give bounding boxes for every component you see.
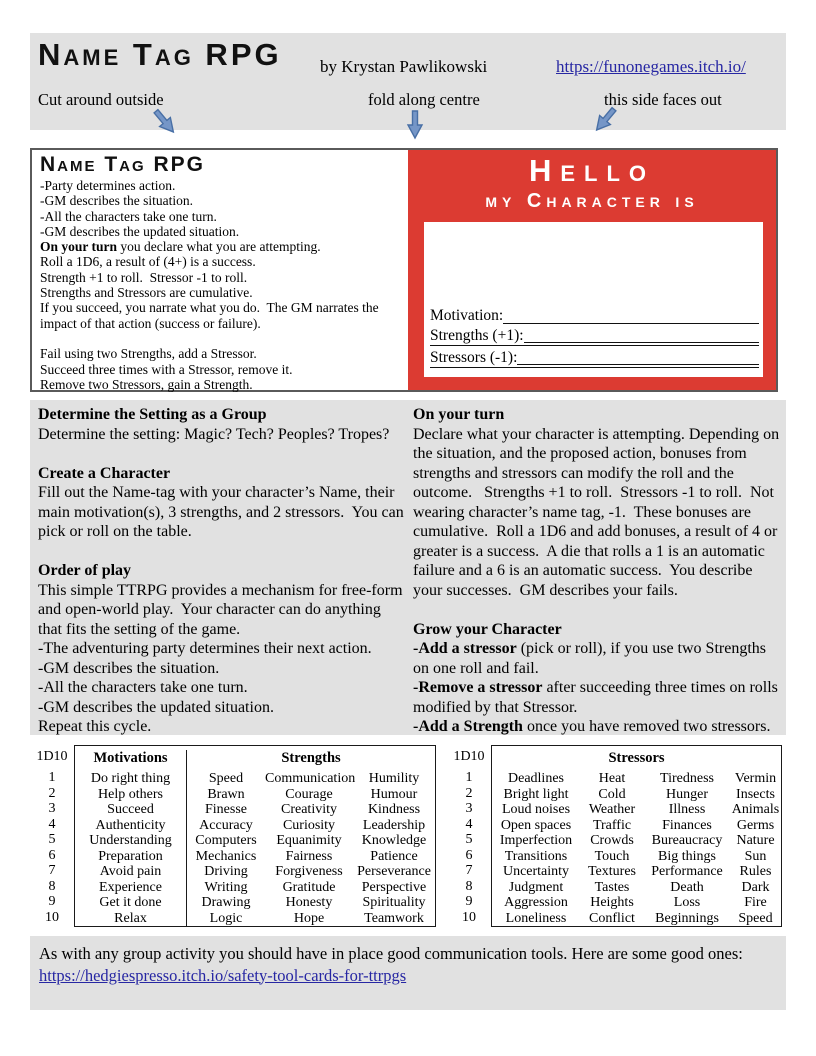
instructions-column-right xyxy=(413,405,784,737)
table-cell: Speed xyxy=(738,910,773,926)
field-label: Motivation: xyxy=(430,307,504,325)
dice-value: 8 xyxy=(465,878,473,894)
table-cell: Relax xyxy=(75,911,187,927)
stressors-header: Stressors xyxy=(608,750,665,766)
table-cell: Hunger xyxy=(666,786,708,802)
table-cell: Textures xyxy=(587,864,636,879)
table-cell: Big things xyxy=(658,848,716,864)
name-tag-field xyxy=(430,367,759,370)
dice-header: 1D10 xyxy=(453,749,485,764)
table-cell: Dark xyxy=(741,879,770,895)
table-cell: Nature xyxy=(736,833,775,848)
rules-section xyxy=(38,405,404,444)
tag-fields xyxy=(430,306,759,370)
dice-header: 1D10 xyxy=(36,749,68,764)
roll-tables xyxy=(35,745,782,927)
table-cell: Do right thing xyxy=(75,771,187,787)
section-line: Repeat this cycle. xyxy=(38,718,152,735)
rules-line: Strength +1 to roll. Stressor -1 to roll. xyxy=(40,269,248,285)
dice-value: 7 xyxy=(48,863,56,878)
field-label: Stressors (-1): xyxy=(430,348,518,366)
table-cell: Animals xyxy=(731,802,780,817)
dice-value: 10 xyxy=(45,909,59,925)
rules-line xyxy=(40,331,400,346)
table-cell: Rules xyxy=(739,864,772,879)
motivations-header: Motivations xyxy=(75,750,187,771)
write-line xyxy=(430,367,759,368)
rules-section xyxy=(38,561,407,737)
table-cell: Sun xyxy=(744,848,767,864)
section-line: -GM describes the situation. xyxy=(38,659,220,677)
table-cell: Gratitude xyxy=(282,879,336,895)
table-cell: Open spaces xyxy=(500,817,572,833)
table-cell: Deadlines xyxy=(508,771,564,786)
rules-section xyxy=(413,405,784,600)
motivations-strengths-box xyxy=(74,745,436,927)
table-cell: Get it done xyxy=(75,895,187,911)
table-cell: Weather xyxy=(588,802,636,817)
section-heading: Determine the Setting as a Group xyxy=(38,406,267,423)
table-cell: Cold xyxy=(598,786,626,802)
write-line xyxy=(524,326,759,343)
dice-value: 9 xyxy=(465,894,473,909)
table-cell: Perseverance xyxy=(357,864,431,879)
rules-line: -GM describes the situation. xyxy=(40,193,193,209)
table-cell: Hope xyxy=(293,910,325,926)
section-line: -Add a stressor (pick or roll), if you use two Strengths on one roll and fail. xyxy=(413,640,770,677)
table-cell: Creativity xyxy=(281,802,337,817)
table-cell: Preparation xyxy=(75,849,187,865)
dice-value: 2 xyxy=(48,785,56,801)
funonegames-link[interactable]: https://funonegames.itch.io/ xyxy=(556,57,746,76)
table-cell: Loss xyxy=(673,895,701,910)
table-cell: Communication xyxy=(265,771,356,786)
table-cell: Honesty xyxy=(285,895,333,910)
rules-line: -GM describes the updated situation. xyxy=(40,223,240,239)
table-header-row xyxy=(75,746,435,771)
rules-lines xyxy=(40,178,400,392)
table-cell: Mechanics xyxy=(195,848,257,864)
table-cell: Brawn xyxy=(207,786,245,802)
write-line xyxy=(503,306,759,323)
dice-value: 5 xyxy=(48,832,56,847)
table-cell: Death xyxy=(670,879,704,895)
table-cell: Aggression xyxy=(504,895,568,910)
field-label: Strengths (+1): xyxy=(430,326,524,344)
rules-panel-title: Name Tag RPG xyxy=(40,153,206,176)
table-cell: Succeed xyxy=(75,802,187,818)
table-cell: Conflict xyxy=(589,910,635,926)
page-title: Name Tag RPG xyxy=(38,37,282,72)
rules-line: If you succeed, you narrate what you do. The GM narrates the xyxy=(40,300,379,316)
table-cell: Heat xyxy=(598,771,626,786)
table-cell: Loud noises xyxy=(501,802,571,817)
write-line xyxy=(517,348,759,365)
dice-value: 1 xyxy=(465,770,473,785)
safety-tools-link[interactable]: https://hedgiespresso.itch.io/safety-tool-cards-for-ttrpgs xyxy=(39,965,407,985)
face-instruction: this side faces out xyxy=(604,90,722,109)
table-cell: Accuracy xyxy=(199,817,253,833)
section-line: -GM describes the updated situation. xyxy=(38,698,274,716)
table-cell: Germs xyxy=(736,817,775,833)
table-cell: Vermin xyxy=(734,771,777,786)
table-cell: Judgment xyxy=(508,879,564,895)
fold-instruction: fold along centre xyxy=(368,90,480,109)
table-cell: Speed xyxy=(208,771,244,786)
dice-value: 2 xyxy=(465,785,473,801)
table-cell: Logic xyxy=(209,910,243,926)
table-cell: Drawing xyxy=(201,895,251,910)
dice-value: 7 xyxy=(465,863,473,878)
dice-value: 6 xyxy=(48,847,56,863)
header-band xyxy=(30,33,786,130)
byline: by Krystan Pawlikowski xyxy=(320,57,488,76)
table-cell: Tastes xyxy=(594,879,630,895)
dice-column-right xyxy=(452,745,486,927)
table-cell: Imperfection xyxy=(499,833,573,848)
table-header-row xyxy=(492,746,781,771)
section-line: Declare what your character is attempting. Depending on the situation, and the proposed action, bonuses from strengths and stressors can modify the roll and the outcome. Strengths +1 to roll. Stressors -1 to roll. Not wearing character’s name tag, -1. These bonuses are cumulative. Roll a 1D6 and add bonuses, a result of 4 or greater is a success. A die that rolls a 1 is an automatic failure and a 6 is an automatic success. You describe your successes. GM describes your fails. xyxy=(413,425,784,599)
table-cell: Perspective xyxy=(361,879,427,895)
table-cell: Humour xyxy=(370,786,418,802)
table-cell: Crowds xyxy=(590,833,634,848)
table-cell: Loneliness xyxy=(505,910,567,926)
table-cell: Performance xyxy=(651,864,723,879)
table-cell: Beginnings xyxy=(655,910,719,926)
table-cell: Insects xyxy=(736,786,775,802)
name-tag-field xyxy=(430,306,759,325)
table-cell: Fire xyxy=(744,895,767,910)
name-write-box xyxy=(424,222,763,377)
footer-text: As with any group activity you should have in place good communication tools. Here are some good ones: xyxy=(39,944,743,963)
table-cell: Bright light xyxy=(503,786,569,802)
hello-subtitle: my Character is xyxy=(485,190,699,212)
name-tag-field xyxy=(430,326,759,345)
table-cell: Leadership xyxy=(362,817,426,833)
section-line: This simple TTRPG provides a mechanism for free-form and open-world play. Your character can do anything that fits the setting of the game. xyxy=(38,581,407,638)
dice-value: 6 xyxy=(465,847,473,863)
rules-line: On your turn you declare what you are attempting. xyxy=(40,239,321,255)
table-cell: Transitions xyxy=(504,848,568,864)
stressors-table xyxy=(452,745,782,927)
table-cell: Experience xyxy=(75,880,187,896)
table-cell: Humility xyxy=(368,771,420,786)
section-heading: Create a Character xyxy=(38,464,171,482)
dice-value: 10 xyxy=(462,909,476,925)
motivations-strengths-table xyxy=(35,745,436,927)
rules-line: impact of that action (success or failure). xyxy=(40,315,261,331)
table-cell: Illness xyxy=(668,802,706,817)
section-line: -The adventuring party determines their next action. xyxy=(38,640,372,657)
table-cell: Heights xyxy=(590,895,634,910)
table-cell: Finesse xyxy=(205,802,247,817)
arrow-down-icon xyxy=(402,110,428,140)
section-line: -Remove a stressor after succeeding three times on rolls modified by that Stressor. xyxy=(413,679,782,716)
stressors-box xyxy=(491,745,782,927)
table-cell: Kindness xyxy=(367,802,421,817)
name-tag-field xyxy=(430,348,759,367)
dice-column-left xyxy=(35,745,69,927)
table-cell: Avoid pain xyxy=(75,864,187,880)
table-cell: Help others xyxy=(75,787,187,803)
dice-value: 8 xyxy=(48,878,56,894)
dice-value: 3 xyxy=(48,801,56,816)
section-line: -All the characters take one turn. xyxy=(38,679,248,696)
table-cell: Driving xyxy=(204,864,248,879)
table-cell: Writing xyxy=(204,879,248,895)
rules-line: Succeed three times with a Stressor, remove it. xyxy=(40,361,293,377)
hello-text: Hello xyxy=(528,153,656,188)
section-heading: Grow your Character xyxy=(413,620,562,638)
rules-line: Roll a 1D6, a result of (4+) is a success. xyxy=(40,254,256,270)
footer-band xyxy=(30,936,786,1010)
rules-line: -All the characters take one turn. xyxy=(40,208,217,224)
table-cell: Curiosity xyxy=(282,817,336,833)
dice-value: 4 xyxy=(465,816,473,832)
table-cell: Touch xyxy=(594,848,630,864)
table-cell: Equanimity xyxy=(276,833,342,848)
table-cell: Forgiveness xyxy=(275,864,343,879)
rules-section xyxy=(38,464,408,542)
dice-value: 4 xyxy=(48,816,56,832)
name-tag-card xyxy=(30,148,778,392)
rules-panel xyxy=(32,150,408,390)
table-cell: Bureaucracy xyxy=(651,833,723,848)
table-cell: Understanding xyxy=(75,833,187,849)
dice-value: 9 xyxy=(48,894,56,909)
table-cell: Knowledge xyxy=(361,833,427,848)
section-line: Determine the setting: Magic? Tech? Peoples? Tropes? xyxy=(38,425,390,443)
section-line: Fill out the Name-tag with your character’s Name, their main motivation(s), 3 strengths, and 2 stressors. You can pick or roll on the table. xyxy=(38,484,408,540)
hello-tag-panel xyxy=(408,150,776,390)
cut-instruction: Cut around outside xyxy=(38,90,164,109)
section-heading: On your turn xyxy=(413,406,505,423)
write-line xyxy=(430,345,759,346)
table-cell: Teamwork xyxy=(364,910,424,926)
rules-line: Remove two Stressors, gain a Strength. xyxy=(40,376,253,392)
rules-line: Strengths and Stressors are cumulative. xyxy=(40,285,253,301)
dice-value: 1 xyxy=(48,770,56,785)
rules-line: -Party determines action. xyxy=(40,178,176,193)
dice-value: 5 xyxy=(465,832,473,847)
dice-value: 3 xyxy=(465,801,473,816)
table-cell: Tiredness xyxy=(660,771,714,786)
table-cell: Patience xyxy=(370,848,418,864)
table-cell: Courage xyxy=(285,786,333,802)
table-cell: Fairness xyxy=(285,848,333,864)
strengths-header: Strengths xyxy=(281,750,341,766)
rules-section xyxy=(413,620,781,737)
instructions-band xyxy=(30,400,786,735)
table-cell: Computers xyxy=(195,833,257,848)
section-line: -Add a Strength once you have removed two stressors. xyxy=(413,718,771,735)
rules-line: Fail using two Strengths, add a Stressor. xyxy=(40,346,257,362)
table-cell: Spirituality xyxy=(362,895,426,910)
section-heading: Order of play xyxy=(38,562,132,579)
table-cell: Finances xyxy=(662,817,712,833)
instructions-column-left xyxy=(38,405,408,737)
table-cell: Traffic xyxy=(592,817,632,833)
table-cell: Authenticity xyxy=(75,818,187,834)
table-cell: Uncertainty xyxy=(502,864,570,879)
